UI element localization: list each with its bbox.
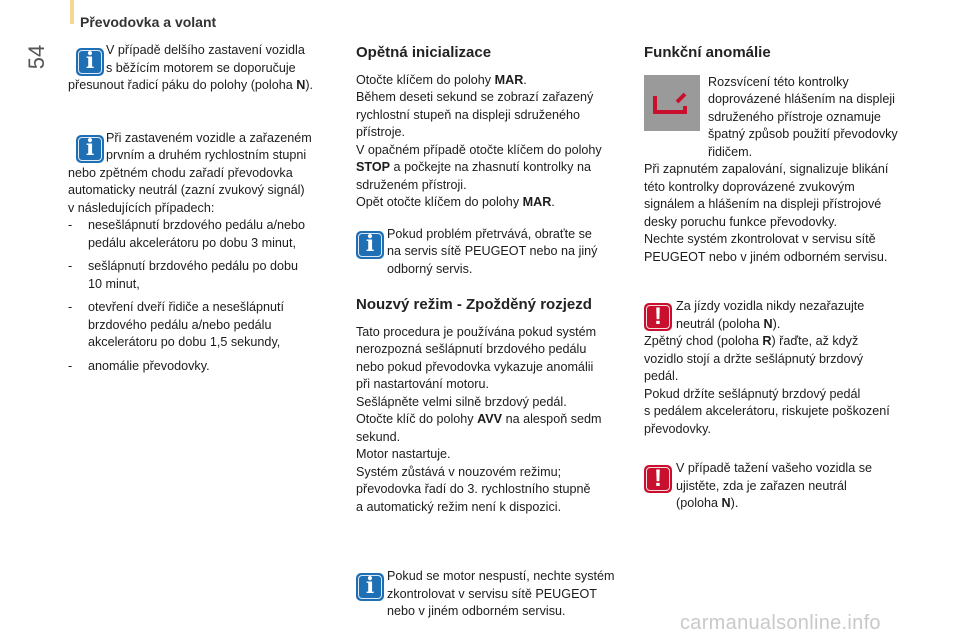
text: ). <box>730 496 739 510</box>
info-note-neutral <box>68 130 338 376</box>
text-line: Tato procedura je používána pokud systém <box>356 324 597 339</box>
list-text: 10 minut, <box>88 276 140 291</box>
text-line: nerozpozná sešlápnutí brzdového pedálu <box>356 342 587 356</box>
note-line: s pedálem akcelerátoru, riskujete poškození <box>644 404 890 418</box>
note-line: Při zastaveném vozidle a zařazeném <box>106 130 312 145</box>
text: Otočte klíč do polohy <box>356 412 478 426</box>
section-title-emergency: Nouzvý režim - Zpožděný rozjezd <box>356 296 592 313</box>
note-line: ujistěte, zda je zařazen neutrál <box>676 478 847 493</box>
section-header: Převodovka a volant <box>80 14 217 30</box>
right-column <box>644 44 924 513</box>
text: ). <box>305 78 314 92</box>
note-line: odborný servis. <box>387 261 473 276</box>
text-line: Při zapnutém zapalování, signalizuje blikání <box>644 162 889 176</box>
warning-icon: ! <box>644 303 672 331</box>
note-line: V případě tažení vašeho vozidla se <box>676 461 873 475</box>
text-line: a automatický režim není k dispozici. <box>356 499 562 514</box>
text: (poloha <box>676 496 722 510</box>
note-line: převodovky. <box>644 421 711 436</box>
list-dash: - <box>68 218 73 232</box>
text: Opět otočte klíčem do polohy <box>356 195 523 209</box>
text: a počkejte na zhasnutí kontrolky na <box>390 160 591 174</box>
gear-position: N <box>721 496 731 510</box>
note-line: zkontrolovat v servisu sítě PEUGEOT <box>387 586 597 601</box>
note-line <box>644 495 924 513</box>
key-position: AVV <box>477 412 503 426</box>
gear-position: N <box>296 78 306 92</box>
header-accent-bar <box>70 0 74 24</box>
list-text: sešlápnutí brzdového pedálu po dobu <box>88 259 299 273</box>
list-text: anomálie převodovky. <box>88 358 210 373</box>
middle-column <box>356 44 626 621</box>
info-note-service <box>356 226 626 279</box>
info-icon: i <box>356 231 384 259</box>
list-text: pedálu akcelerátoru po dobu 3 minut, <box>88 235 296 250</box>
text: . <box>551 195 555 209</box>
note-line <box>644 333 924 351</box>
note-line: vozidlo stojí a držte sešlápnutý brzdový <box>644 351 864 366</box>
text-line: V opačném případě otočte klíčem do polohy <box>356 142 602 157</box>
info-icon: i <box>76 48 104 76</box>
text-line <box>356 159 626 177</box>
text-line: přístroje. <box>356 125 405 139</box>
note-line: V případě delšího zastavení vozidla <box>106 43 305 57</box>
list-text: akcelerátoru po dobu 1,5 sekundy, <box>88 335 281 349</box>
list-text: nesešlápnutí brzdového pedálu a/nebo <box>88 218 306 232</box>
note-line: Pokud problém přetrvává, obraťte se <box>387 226 592 241</box>
text-line: PEUGEOT nebo v jiném odborném servisu. <box>644 249 888 264</box>
text-line: při nastartování motoru. <box>356 377 489 391</box>
warning-icon: ! <box>644 465 672 493</box>
key-position: MAR <box>522 195 552 209</box>
text-line: Systém zůstává v nouzovém režimu; <box>356 464 562 479</box>
list-item <box>68 358 338 376</box>
text-line: Motor nastartuje. <box>356 447 451 461</box>
text: na alespoň sedm <box>502 412 602 426</box>
list-text: otevření dveří řidiče a nesešlápnutí <box>88 300 285 314</box>
text-line: desky poruchu funkce převodovky. <box>644 214 837 229</box>
list-dash: - <box>68 358 73 373</box>
watermark: carmanualsonline.info <box>680 612 881 634</box>
text-line: signálem a hlášením na displeji přístrojové <box>644 197 882 211</box>
note-line: Za jízdy vozidla nikdy nezařazujte <box>676 299 865 313</box>
list-item <box>68 299 338 352</box>
section-title-anomaly: Funkční anomálie <box>644 44 771 61</box>
note-line: na servis sítě PEUGEOT nebo na jiný <box>387 244 598 258</box>
text-line: řidičem. <box>708 144 753 159</box>
note-line: pedál. <box>644 369 679 383</box>
key-position: STOP <box>356 160 391 174</box>
info-icon: i <box>356 573 384 601</box>
note-line <box>644 316 924 334</box>
text: přesunout řadicí páku do polohy (poloha <box>68 78 297 92</box>
note-line: Pokud se motor nespustí, nechte systém <box>387 569 615 583</box>
key-position: MAR <box>494 72 524 87</box>
text-line: špatný způsob použití převodovky <box>708 127 898 141</box>
list-text: brzdového pedálu a/nebo pedálu <box>88 317 272 332</box>
text-line: převodovka řadí do 3. rychlostního stupně <box>356 482 591 496</box>
text-line: doprovázené hlášením na displeji <box>708 92 895 106</box>
text-line: sekund. <box>356 429 401 444</box>
section-title-reinit: Opětná inicializace <box>356 44 492 61</box>
note-line: nebo zpětném chodu zařadí převodovka <box>68 165 293 180</box>
warning-note-neutral <box>644 298 924 438</box>
text-line: této kontrolky doprovázené zvukovým <box>644 179 855 194</box>
info-note-parking <box>68 42 338 95</box>
warning-note-towing <box>644 460 924 513</box>
note-line <box>68 77 338 95</box>
note-line: automaticky neutrál (zazní zvukový signál) <box>68 183 305 197</box>
gearbox-warning-lamp <box>644 75 700 131</box>
text-line: Sešlápněte velmi silně brzdový pedál. <box>356 394 567 409</box>
text: Otočte klíčem do polohy <box>356 72 495 87</box>
note-line: Pokud držíte sešlápnutý brzdový pedál <box>644 386 861 401</box>
text-line <box>356 411 626 429</box>
text: . <box>523 72 527 87</box>
info-note-engine <box>356 568 626 621</box>
list-item <box>68 217 338 252</box>
text-line: rychlostní stupeň na displeji sdruženého <box>356 107 581 122</box>
gear-position: R <box>762 334 772 348</box>
gearbox-fault-icon <box>651 88 693 118</box>
list-dash: - <box>68 300 73 314</box>
lamp-description <box>644 74 924 162</box>
text-line <box>356 194 626 212</box>
note-line: v následujících případech: <box>68 200 215 215</box>
text: ). <box>772 316 781 331</box>
text: Zpětný chod (poloha <box>644 334 763 348</box>
text-line <box>356 72 626 90</box>
text: neutrál (poloha <box>676 316 764 331</box>
text-line: Nechte systém zkontrolovat v servisu sítě <box>644 232 876 246</box>
note-line: prvním a druhém rychlostním stupni <box>106 148 307 162</box>
page-number: 54 <box>24 44 49 70</box>
left-column <box>68 42 338 375</box>
note-line: nebo v jiném odborném servisu. <box>387 604 566 618</box>
gear-position: N <box>763 316 773 331</box>
text-line: sdruženém přístroji. <box>356 177 467 192</box>
text-line: Během deseti sekund se zobrazí zařazený <box>356 90 594 104</box>
text: ) řaďte, až když <box>771 334 859 348</box>
list-item <box>68 258 338 293</box>
info-icon: i <box>76 135 104 163</box>
text-line: nebo pokud převodovka vykazuje anomálii <box>356 359 594 374</box>
list-dash: - <box>68 259 73 273</box>
text-line: Rozsvícení této kontrolky <box>708 74 849 89</box>
note-line: s běžícím motorem se doporučuje <box>106 60 296 75</box>
text-line: sdruženého přístroje oznamuje <box>708 109 881 124</box>
